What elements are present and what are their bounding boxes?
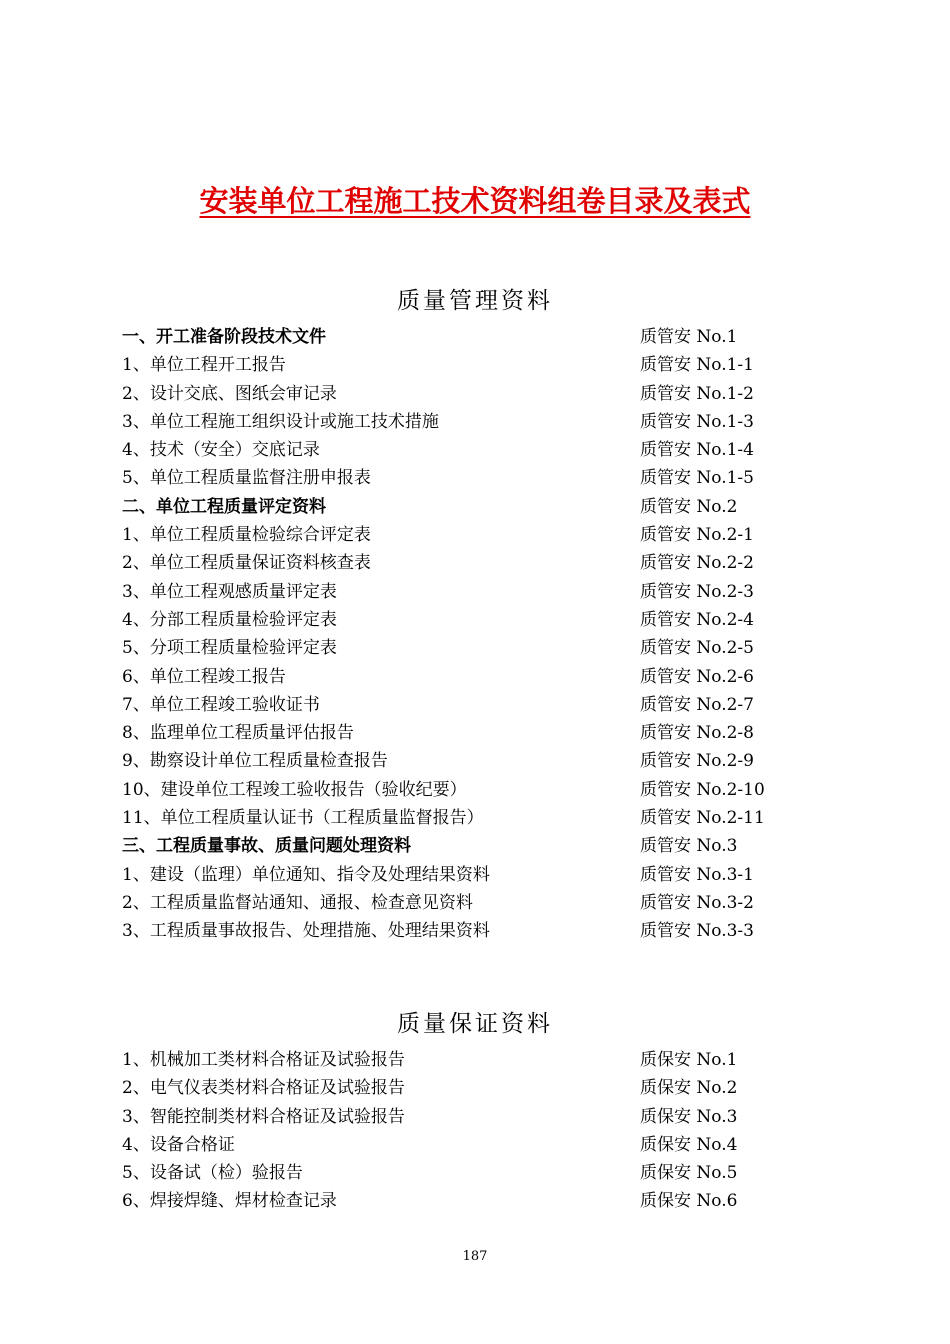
item-code: 质管安 No.1-5 bbox=[640, 468, 754, 489]
item-code: 质保安 No.1 bbox=[640, 1050, 738, 1070]
item-label: 9、勘察设计单位工程质量检查报告 bbox=[122, 751, 388, 772]
list-item bbox=[122, 1131, 822, 1159]
item-label: 1、建设（监理）单位通知、指令及处理结果资料 bbox=[122, 864, 490, 885]
quality-management-list bbox=[122, 323, 822, 946]
section-title-quality-management: 质量管理资料 bbox=[397, 288, 553, 314]
item-code: 质管安 No.2-9 bbox=[640, 751, 754, 772]
list-heading-row bbox=[122, 493, 822, 521]
item-code: 质管安 No.2-11 bbox=[640, 808, 765, 829]
item-code: 质管安 No.2-8 bbox=[640, 723, 754, 744]
item-code: 质管安 No.1-2 bbox=[640, 383, 754, 404]
item-code: 质保安 No.5 bbox=[640, 1163, 738, 1184]
list-item bbox=[122, 464, 822, 492]
item-label: 10、建设单位工程竣工验收报告（验收纪要） bbox=[122, 779, 467, 800]
item-code: 质管安 No.2-2 bbox=[640, 553, 754, 574]
list-item bbox=[122, 549, 822, 577]
page-number: 187 bbox=[462, 1249, 488, 1264]
item-code: 质管安 No.2-10 bbox=[640, 779, 765, 800]
list-item bbox=[122, 521, 822, 549]
document-title-text: 安装单位工程施工技术资料组卷目录及表式 bbox=[199, 184, 751, 218]
list-item bbox=[122, 776, 822, 804]
item-label: 3、单位工程施工组织设计或施工技术措施 bbox=[122, 411, 439, 432]
item-code: 质管安 No.3-2 bbox=[640, 892, 754, 913]
list-item bbox=[122, 408, 822, 436]
item-label: 2、工程质量监督站通知、通报、检查意见资料 bbox=[122, 892, 473, 913]
item-code: 质管安 No.2-5 bbox=[640, 638, 754, 659]
list-item bbox=[122, 719, 822, 747]
list-item bbox=[122, 578, 822, 606]
item-code: 质管安 No.2-3 bbox=[640, 581, 754, 602]
item-code: 质管安 No.3 bbox=[640, 836, 738, 857]
item-code: 质保安 No.6 bbox=[640, 1191, 738, 1212]
item-code: 质管安 No.1-4 bbox=[640, 440, 754, 461]
list-heading-row bbox=[122, 323, 822, 351]
item-label: 1、单位工程质量检验综合评定表 bbox=[122, 525, 371, 546]
list-item bbox=[122, 663, 822, 691]
list-item bbox=[122, 1187, 822, 1215]
item-label: 3、单位工程观感质量评定表 bbox=[122, 581, 337, 602]
item-label: 3、工程质量事故报告、处理措施、处理结果资料 bbox=[122, 921, 490, 942]
item-label: 3、智能控制类材料合格证及试验报告 bbox=[122, 1106, 405, 1127]
section-title-quality-assurance: 质量保证资料 bbox=[397, 1011, 553, 1037]
list-item bbox=[122, 691, 822, 719]
item-code: 质管安 No.2-1 bbox=[640, 525, 754, 546]
item-label: 4、技术（安全）交底记录 bbox=[122, 440, 320, 461]
list-item bbox=[122, 634, 822, 662]
item-label: 7、单位工程竣工验收证书 bbox=[122, 694, 320, 715]
list-item bbox=[122, 351, 822, 379]
item-label: 2、电气仪表类材料合格证及试验报告 bbox=[122, 1078, 405, 1099]
document-title bbox=[0, 181, 950, 221]
item-label: 11、单位工程质量认证书（工程质量监督报告） bbox=[122, 808, 484, 829]
item-code: 质管安 No.2-7 bbox=[640, 694, 754, 715]
list-item bbox=[122, 1074, 822, 1102]
item-code: 质管安 No.2-4 bbox=[640, 609, 754, 630]
item-label: 1、单位工程开工报告 bbox=[122, 355, 286, 376]
list-heading-row bbox=[122, 832, 822, 860]
item-code: 质管安 No.2 bbox=[640, 496, 738, 517]
item-label: 6、焊接焊缝、焊材检查记录 bbox=[122, 1191, 337, 1212]
list-item bbox=[122, 1103, 822, 1131]
item-code: 质保安 No.2 bbox=[640, 1078, 738, 1099]
item-label: 6、单位工程竣工报告 bbox=[122, 666, 286, 687]
list-item bbox=[122, 380, 822, 408]
list-item bbox=[122, 1159, 822, 1187]
item-code: 质管安 No.3-3 bbox=[640, 921, 754, 942]
list-item bbox=[122, 917, 822, 945]
list-item bbox=[122, 747, 822, 775]
item-label: 2、设计交底、图纸会审记录 bbox=[122, 383, 337, 404]
item-label: 三、工程质量事故、质量问题处理资料 bbox=[122, 836, 411, 857]
item-label: 1、机械加工类材料合格证及试验报告 bbox=[122, 1050, 405, 1070]
item-label: 5、设备试（检）验报告 bbox=[122, 1163, 303, 1184]
item-code: 质管安 No.1-3 bbox=[640, 411, 754, 432]
list-item bbox=[122, 889, 822, 917]
item-code: 质管安 No.3-1 bbox=[640, 864, 754, 885]
item-label: 4、设备合格证 bbox=[122, 1134, 235, 1155]
list-item bbox=[122, 606, 822, 634]
item-label: 5、单位工程质量监督注册申报表 bbox=[122, 468, 371, 489]
item-label: 二、单位工程质量评定资料 bbox=[122, 496, 326, 517]
item-label: 一、开工准备阶段技术文件 bbox=[122, 327, 326, 347]
item-code: 质保安 No.4 bbox=[640, 1134, 738, 1155]
item-code: 质管安 No.1-1 bbox=[640, 355, 754, 376]
item-label: 2、单位工程质量保证资料核查表 bbox=[122, 553, 371, 574]
list-item bbox=[122, 861, 822, 889]
list-item bbox=[122, 804, 822, 832]
list-item bbox=[122, 436, 822, 464]
item-label: 4、分部工程质量检验评定表 bbox=[122, 609, 337, 630]
item-code: 质管安 No.2-6 bbox=[640, 666, 754, 687]
quality-assurance-list bbox=[122, 1046, 822, 1216]
list-item bbox=[122, 1046, 822, 1074]
item-label: 5、分项工程质量检验评定表 bbox=[122, 638, 337, 659]
item-code: 质管安 No.1 bbox=[640, 327, 738, 347]
item-code: 质保安 No.3 bbox=[640, 1106, 738, 1127]
item-label: 8、监理单位工程质量评估报告 bbox=[122, 723, 354, 744]
